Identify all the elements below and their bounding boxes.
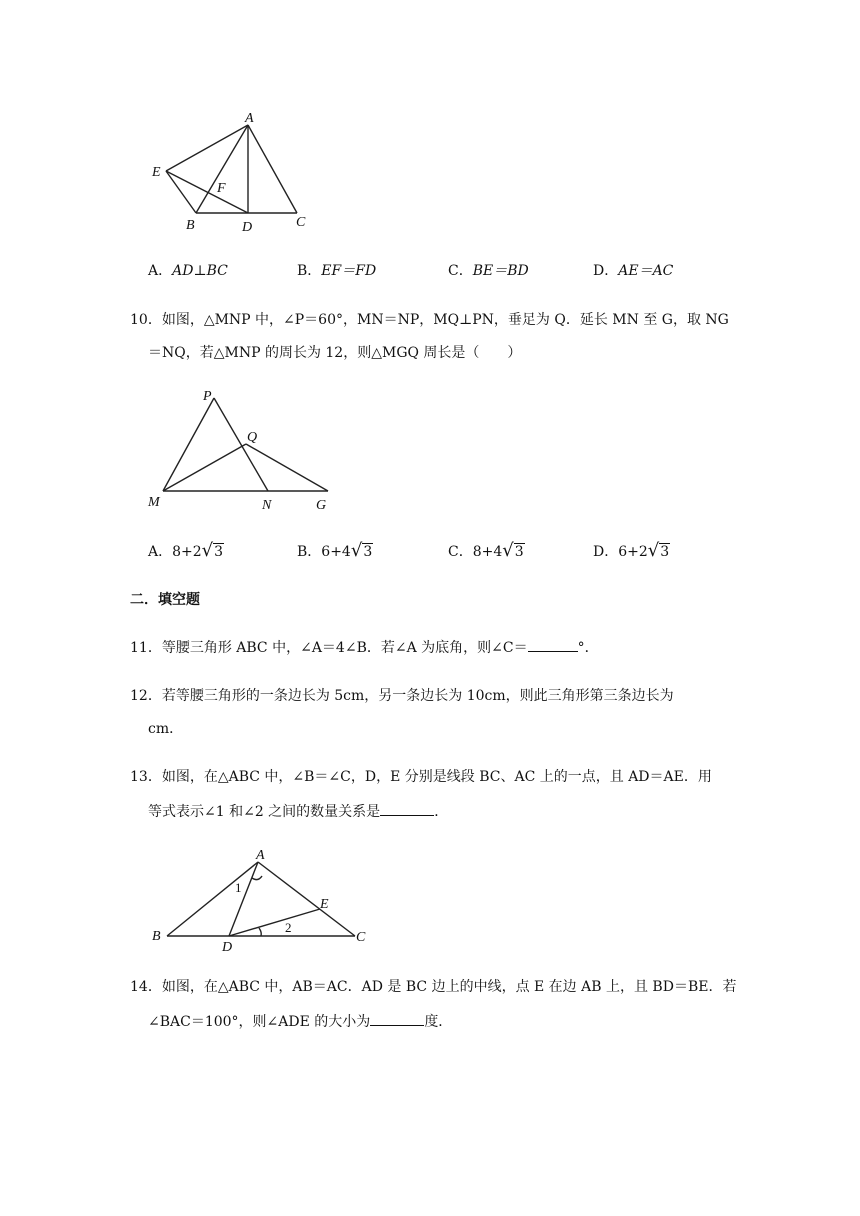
radicand: 3 — [363, 544, 373, 560]
segment-PN — [214, 398, 268, 491]
q14-answer-blank[interactable] — [370, 1011, 424, 1026]
figure-q10 — [140, 385, 340, 515]
label-A: A — [256, 848, 265, 863]
figure-q9-svg — [140, 105, 320, 240]
angle-1-arc — [252, 876, 262, 880]
label-E: E — [320, 897, 329, 912]
label-Q: Q — [247, 430, 258, 445]
label-angle-1: 1 — [235, 880, 242, 895]
label-F: F — [217, 181, 226, 196]
q11-answer-blank[interactable] — [528, 637, 578, 652]
option-key: B． — [297, 544, 322, 560]
q10-line1: 10．如图，△MNP 中，∠P＝60°，MN＝NP，MQ⊥PN，垂足为 Q．延长 MN 至 G，取 NG — [130, 312, 729, 328]
segment-AC — [258, 862, 355, 936]
sqrt-icon: √3 — [350, 540, 373, 561]
option-text: 6+2 — [618, 544, 648, 560]
radicand: 3 — [514, 544, 524, 560]
sqrt-icon: √3 — [502, 540, 524, 561]
q14-tail: 度． — [424, 1014, 453, 1030]
option-key: A． — [148, 544, 173, 560]
q13-line2 — [148, 801, 448, 822]
segment-BA — [167, 862, 258, 936]
label-C: C — [356, 930, 366, 945]
label-angle-2: 2 — [285, 920, 292, 935]
option-key: B． — [297, 263, 322, 279]
sqrt-icon: √3 — [201, 540, 224, 561]
q11 — [130, 637, 599, 658]
figure-q10-svg — [140, 385, 340, 515]
q14-line2 — [148, 1011, 452, 1032]
figure-q9 — [140, 105, 320, 240]
label-M: M — [148, 495, 160, 510]
figure-q13 — [145, 840, 385, 955]
q12-line2: cm． — [148, 721, 184, 737]
radicand: 3 — [660, 544, 670, 560]
section-heading: 二．填空题 — [130, 592, 200, 608]
q9-option-d — [593, 261, 673, 281]
q9-option-c — [448, 261, 529, 281]
q14-line1: 14．如图，在△ABC 中，AB＝AC．AD 是 BC 边上的中线，点 E 在边 AB 上，且 BD＝BE．若 — [130, 979, 737, 995]
q14-text: ∠BAC＝100°，则∠ADE 的大小为 — [148, 1014, 371, 1030]
q13-line1: 13．如图，在△ABC 中，∠B＝∠C，D，E 分别是线段 BC、AC 上的一点，且 AD＝AE．用 — [130, 769, 712, 785]
q13-answer-blank[interactable] — [380, 801, 434, 816]
option-key: A． — [148, 263, 173, 279]
label-D: D — [242, 220, 253, 235]
angle-2-arc — [259, 928, 261, 936]
radicand: 3 — [214, 544, 224, 560]
label-B: B — [152, 929, 161, 944]
segment-AC — [248, 125, 297, 213]
label-C: C — [296, 215, 306, 230]
segment-ED — [166, 171, 248, 213]
label-G: G — [316, 498, 327, 513]
q12-line1: 12．若等腰三角形的一条边长为 5cm，另一条边长为 10cm，则此三角形第三条边长为 — [130, 688, 674, 704]
label-D: D — [222, 940, 233, 955]
label-A: A — [245, 111, 254, 126]
option-text: 8+2 — [172, 544, 202, 560]
segment-AE — [166, 125, 248, 171]
option-key: C． — [448, 263, 473, 279]
option-text: BE＝BD — [472, 263, 529, 279]
segment-EB — [166, 171, 196, 213]
q11-text: 11．等腰三角形 ABC 中，∠A＝4∠B．若∠A 为底角，则∠C＝ — [130, 640, 528, 656]
q10-option-d — [593, 541, 670, 562]
sqrt-icon: √3 — [647, 540, 670, 561]
q13-tail: ． — [434, 804, 449, 820]
q11-tail: °． — [577, 640, 599, 656]
q9-option-a — [148, 261, 228, 281]
q10-option-a — [148, 541, 224, 562]
q10-option-c — [448, 541, 525, 562]
label-N: N — [262, 498, 272, 513]
option-text: 8+4 — [472, 544, 503, 560]
q10-line2: ＝NQ，若△MNP 的周长为 12，则△MGQ 周长是（ ） — [148, 345, 522, 361]
option-text: EF＝FD — [321, 263, 377, 279]
option-text: AE＝AC — [618, 263, 674, 279]
label-P: P — [203, 389, 212, 404]
segment-QG — [246, 444, 328, 491]
segment-DE — [229, 909, 320, 936]
label-B: B — [186, 218, 195, 233]
option-key: D． — [593, 544, 619, 560]
option-text: AD⊥BC — [172, 263, 228, 279]
label-E: E — [152, 165, 161, 180]
option-key: D． — [593, 263, 619, 279]
q9-option-b — [297, 261, 376, 281]
figure-q13-svg — [145, 840, 385, 955]
option-text: 6+4 — [321, 544, 351, 560]
option-key: C． — [448, 544, 473, 560]
q10-option-b — [297, 541, 373, 562]
q13-text: 等式表示∠1 和∠2 之间的数量关系是 — [148, 804, 381, 820]
